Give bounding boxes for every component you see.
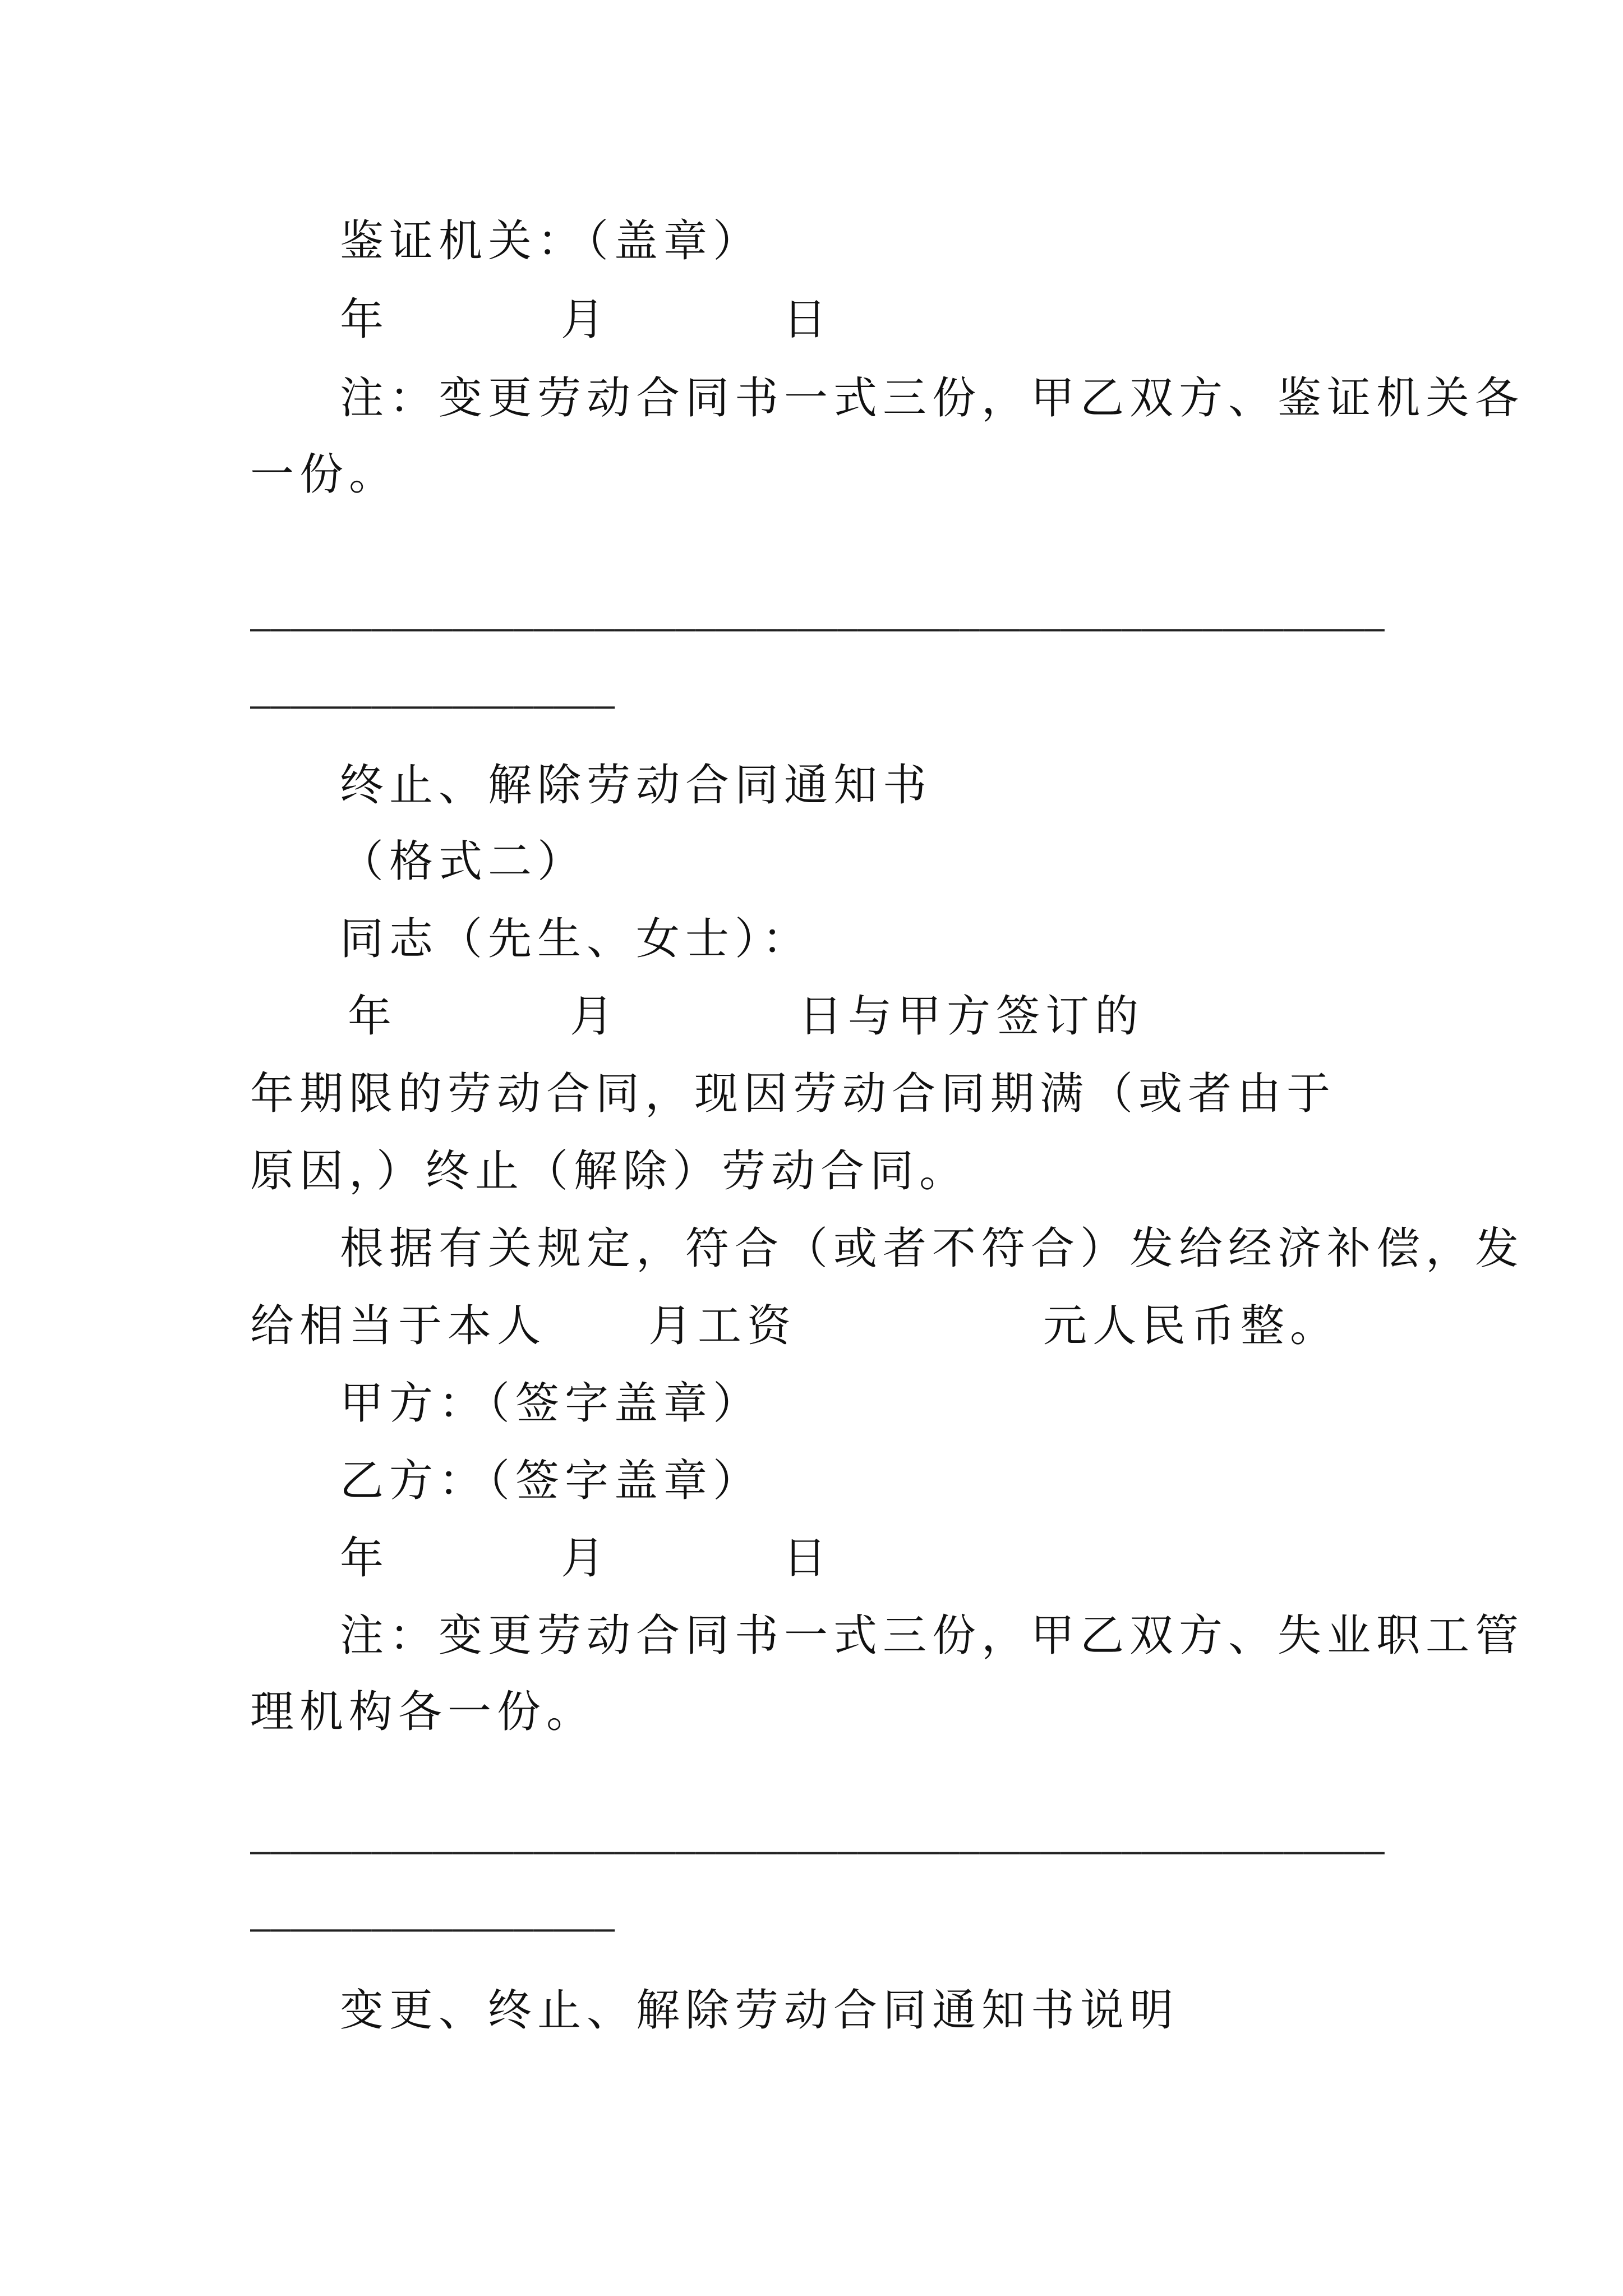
separator-line: —————————————————— <box>250 686 615 725</box>
separator-line: ———————————————————————————————————————————————————————— <box>250 609 1385 648</box>
note-line-1: 注：变更劳动合同书一式三份，甲乙双方、鉴证机关各 <box>340 373 1525 424</box>
date-year: 年 <box>340 295 390 345</box>
compensation-salary-label: 月工资 <box>648 1301 797 1351</box>
date-day: 日 <box>783 295 833 345</box>
separator-line: —————————————————— <box>250 1909 615 1948</box>
compensation-line-1: 根据有关规定，符合（或者不符合）发给经济补偿，发 <box>340 1223 1525 1274</box>
note-line-1: 注：变更劳动合同书一式三份，甲乙双方、失业职工管 <box>340 1611 1525 1661</box>
party-b-signature: 乙方：（签字盖章） <box>340 1456 763 1506</box>
compensation-amount-label: 元人民币整。 <box>1043 1301 1340 1351</box>
explanation-title: 变更、终止、解除劳动合同通知书说明 <box>340 1985 1179 2036</box>
salutation: 同志（先生、女士）： <box>340 914 812 964</box>
party-a-signature: 甲方：（签字盖章） <box>340 1378 763 1429</box>
date-month: 月 <box>561 295 611 345</box>
body-year: 年 <box>348 991 398 1042</box>
body-day-signed: 日与甲方签订的 <box>799 991 1145 1042</box>
date-month: 月 <box>561 1533 611 1584</box>
date-year: 年 <box>340 1533 390 1584</box>
notice-title: 终止、解除劳动合同通知书 <box>340 760 933 811</box>
format-label: （格式二） <box>340 836 587 887</box>
body-line-3: 原因，）终止（解除）劳动合同。 <box>250 1146 969 1197</box>
body-line-2: 年期限的劳动合同，现因劳动合同期满（或者由于 <box>250 1069 1336 1119</box>
date-day: 日 <box>783 1533 833 1584</box>
body-month: 月 <box>570 991 620 1042</box>
note-line-2: 一份。 <box>250 449 399 500</box>
note-line-2: 理机构各一份。 <box>250 1687 596 1737</box>
compensation-months-label: 给相当于本人 <box>250 1301 547 1351</box>
separator-line: ———————————————————————————————————————————————————————— <box>250 1832 1385 1871</box>
authority-seal-line: 鉴证机关：（盖章） <box>340 216 763 266</box>
